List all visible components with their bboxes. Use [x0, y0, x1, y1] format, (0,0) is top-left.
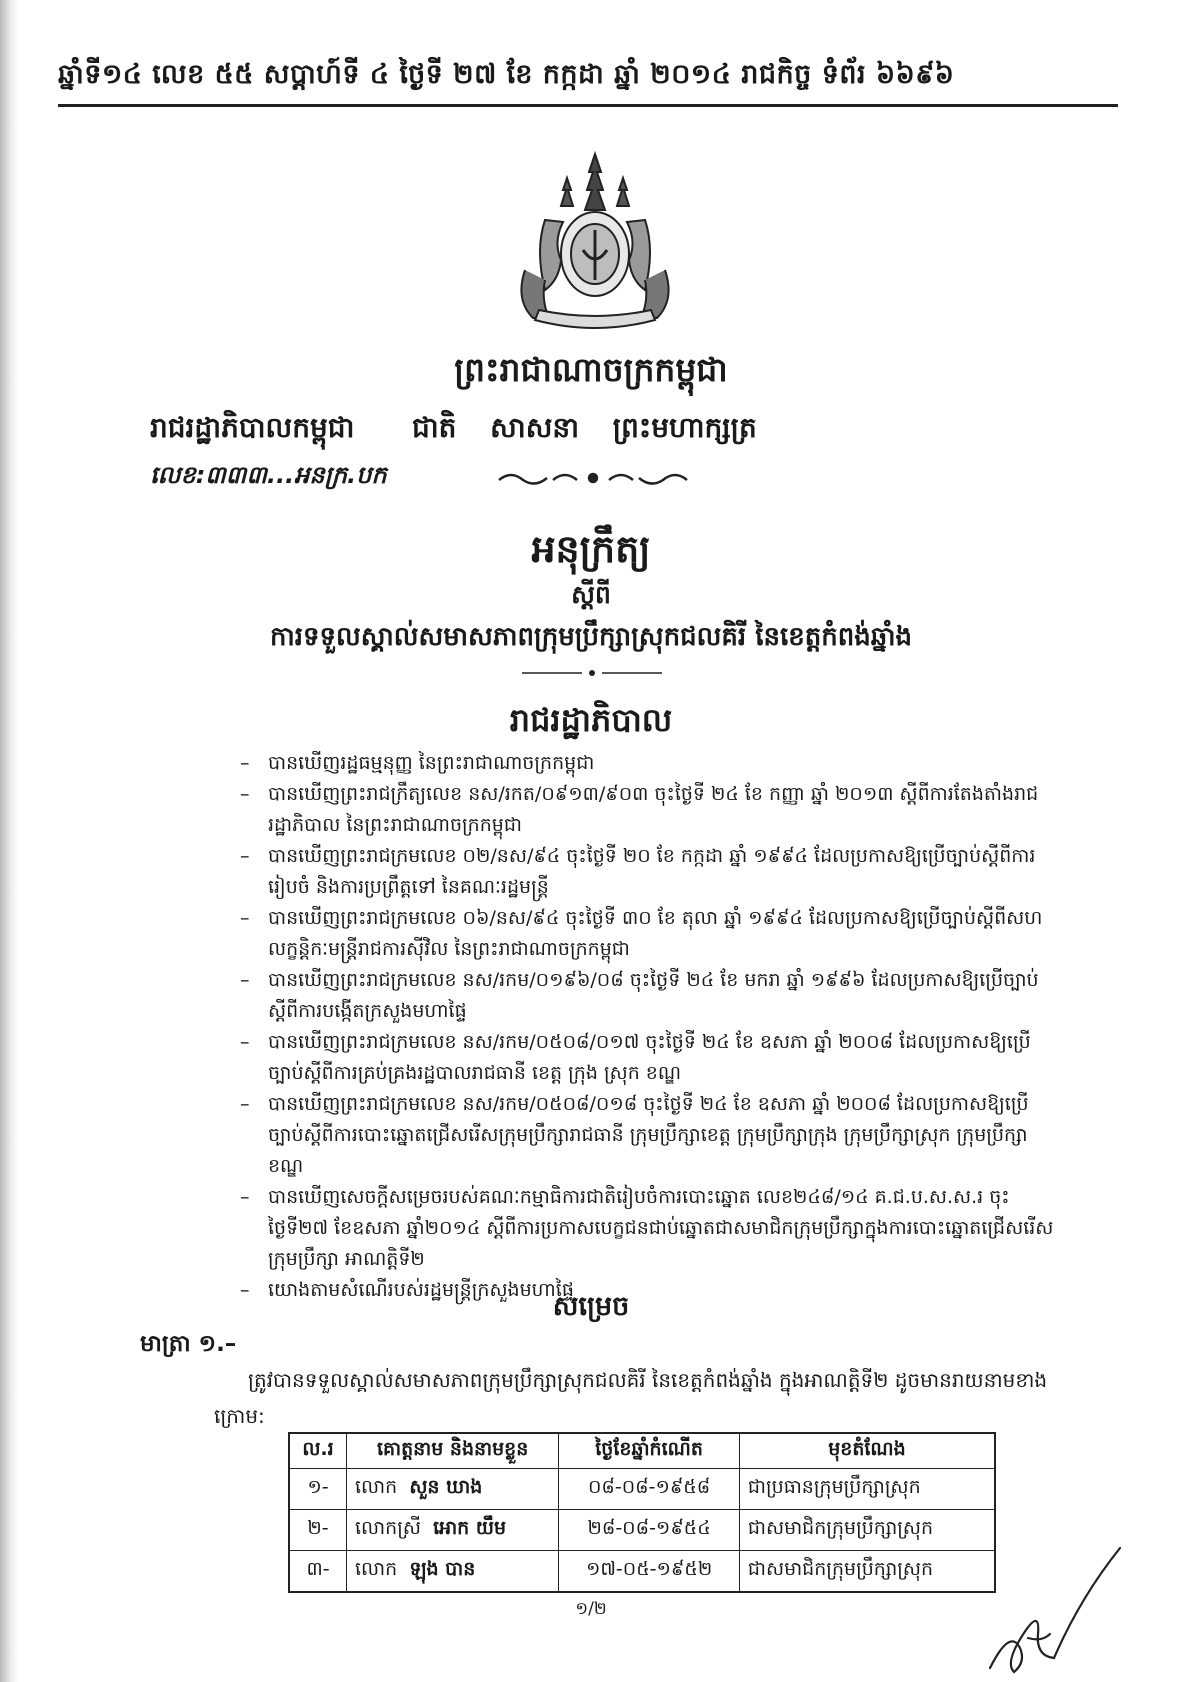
subject-prefix: ស្តីពី [571, 580, 611, 609]
birth-date: ១៧-០៥-១៩៥២ [559, 1551, 740, 1593]
row-number: ២- [289, 1510, 347, 1551]
column-header: គោត្តនាម និងនាមខ្លួន [347, 1433, 559, 1469]
member-title: លោក [355, 1558, 398, 1580]
member-position: ជាសមាជិកក្រុមប្រឹក្សាស្រុក [739, 1551, 995, 1593]
members-table [288, 1432, 996, 1593]
member-name-cell [347, 1551, 559, 1593]
member-title: លោកស្រី [355, 1517, 421, 1539]
decision-heading: សម្រេច [552, 1291, 630, 1322]
column-header: ថ្ងៃខែឆ្នាំកំណើត [559, 1433, 740, 1469]
table-header-row [289, 1433, 995, 1469]
table-row [289, 1469, 995, 1510]
member-name: សួន ឃាង [409, 1476, 483, 1498]
government-label: រាជរដ្ឋាភិបាលកម្ពុជា [150, 411, 355, 444]
member-name-cell [347, 1510, 559, 1551]
member-position: ជាប្រធានក្រុមប្រឹក្សាស្រុក [739, 1469, 995, 1510]
table-row [289, 1551, 995, 1593]
column-header: មុខតំណែង [739, 1433, 995, 1469]
national-motto: ជាតិ សាសនា ព្រះមហាក្សត្រ [412, 411, 757, 444]
header-rule [58, 104, 1118, 107]
article-label: មាត្រា ១.– [140, 1331, 237, 1357]
gazette-header: ឆ្នាំទី១៤ លេខ ៥៥ សប្តាហ៍ទី ៤ ថ្ងៃទី ២៧ ខែ កក្កដា ឆ្នាំ ២០១៤ រាជកិច្ច ទំព័រ ៦៦៩៦ [58, 59, 955, 90]
preamble-item: – យោងតាមសំណើរបស់រដ្ឋមន្ត្រីក្រសួងមហាផ្ទៃ [240, 1275, 1060, 1306]
table-row [289, 1510, 995, 1551]
column-header: ល.រ [289, 1433, 347, 1469]
motto-ornament-icon [495, 468, 691, 488]
document-subject: ការទទួលស្គាល់សមាសភាពក្រុមប្រឹក្សាស្រុកជលគិរី នៃខេត្តកំពង់ឆ្នាំង [269, 622, 913, 652]
member-name: ឡុង បាន [409, 1558, 476, 1580]
member-name-cell [347, 1469, 559, 1510]
preamble-item: – បានឃើញព្រះរាជក្រមលេខ នស/រកម/០១៩៦/០៨ ចុះថ្ងៃទី ២៤ ខែ មករា ឆ្នាំ ១៩៩៦ ដែលប្រកាសឱ្យប្រើច្បាប់ស្តីពីការបង្កើតក្រសួងមហាផ្ទៃ [240, 965, 1060, 1027]
preamble-item: – បានឃើញព្រះរាជក្រឹត្យលេខ នស/រកត/០៩១៣/៩០៣ ចុះថ្ងៃទី ២៤ ខែ កញ្ញា ឆ្នាំ ២០១៣ ស្តីពីការតែងតាំងរាជរដ្ឋាភិបាល នៃព្រះរាជាណាចក្រកម្ពុជា [240, 779, 1060, 841]
article-body: ត្រូវបានទទួលស្គាល់សមាសភាពក្រុមប្រឹក្សាស្រុកជលគិរី នៃខេត្តកំពង់ឆ្នាំង ក្នុងអាណត្តិទី២ ដូចមានរាយនាមខាងក្រោម: [214, 1368, 1048, 1428]
government-heading: រាជរដ្ឋាភិបាល [509, 701, 673, 739]
row-number: ១- [289, 1469, 347, 1510]
preamble-item: – បានឃើញព្រះរាជក្រមលេខ ០៦/នស/៩៤ ចុះថ្ងៃទី ៣០ ខែ តុលា ឆ្នាំ ១៩៩៤ ដែលប្រកាសឱ្យប្រើច្បាប់ស្តីពីសហលក្ខន្តិកៈមន្ត្រីរាជការស៊ីវិល នៃព្រះរាជាណាចក្រកម្ពុជា [240, 903, 1060, 965]
preamble-item: – បានឃើញរដ្ឋធម្មនុញ្ញ នៃព្រះរាជាណាចក្រកម្ពុជា [240, 748, 1060, 779]
kingdom-heading: ព្រះរាជាណាចក្រកម្ពុជា [454, 350, 728, 389]
page-number: ១/២ [575, 1599, 607, 1619]
birth-date: ០៨-០៨-១៩៥៨ [559, 1469, 740, 1510]
preamble-item: – បានឃើញព្រះរាជក្រមលេខ ០២/នស/៩៤ ចុះថ្ងៃទី ២០ ខែ កក្កដា ឆ្នាំ ១៩៩៤ ដែលប្រកាសឱ្យប្រើច្បាប់ស្តីពីការរៀបចំ និងការប្រព្រឹត្តទៅ នៃគណៈរដ្ឋមន្ត្រី [240, 841, 1060, 903]
member-title: លោក [355, 1476, 398, 1498]
member-position: ជាសមាជិកក្រុមប្រឹក្សាស្រុក [739, 1510, 995, 1551]
preamble-item: – បានឃើញព្រះរាជក្រមលេខ នស/រកម/០៥០៨/០១៧ ចុះថ្ងៃទី ២៤ ខែ ឧសភា ឆ្នាំ ២០០៨ ដែលប្រកាសឱ្យប្រើច្បាប់ស្តីពីការគ្រប់គ្រងរដ្ឋបាលរាជធានី ខេត្ត ក្រុង ស្រុក ខណ្ឌ [240, 1027, 1060, 1089]
document-number: លេខ:៣៣៣...អនក្រ.បក [150, 461, 387, 489]
row-number: ៣- [289, 1551, 347, 1593]
royal-emblem-icon [505, 150, 685, 336]
signature-mark-icon [980, 1538, 1130, 1678]
document-title: អនុក្រឹត្យ [531, 527, 651, 571]
birth-date: ២៨-០៨-១៩៥៤ [559, 1510, 740, 1551]
subject-divider-icon [522, 668, 662, 678]
scan-edge-shadow [0, 0, 18, 1682]
preamble-item: – បានឃើញព្រះរាជក្រមលេខ នស/រកម/០៥០៨/០១៨ ចុះថ្ងៃទី ២៤ ខែ ឧសភា ឆ្នាំ ២០០៨ ដែលប្រកាសឱ្យប្រើច្បាប់ស្តីពីការបោះឆ្នោតជ្រើសរើសក្រុមប្រឹក្សារាជធានី ក្រុមប្រឹក្សាខេត្ត ក្រុមប្រឹក្សាក្រុង ក្រុមប្រឹក្សាស្រុក ក្រុមប្រឹក្សាខណ្ឌ [240, 1089, 1060, 1182]
member-name: អោក យឹម [433, 1517, 507, 1539]
preamble-item: – បានឃើញសេចក្តីសម្រេចរបស់គណៈកម្មាធិការជាតិរៀបចំការបោះឆ្នោត លេខ២៤៨/១៤ គ.ជ.ប.ស.ស.រ ចុះថ្ងៃទី២៧ ខែឧសភា ឆ្នាំ២០១៤ ស្តីពីការប្រកាសបេក្ខជនជាប់ឆ្នោតជាសមាជិកក្រុមប្រឹក្សាក្នុងការបោះឆ្នោតជ្រើសរើសក្រុមប្រឹក្សា អាណត្តិទី២ [240, 1182, 1060, 1275]
preamble-list [240, 748, 1060, 1306]
